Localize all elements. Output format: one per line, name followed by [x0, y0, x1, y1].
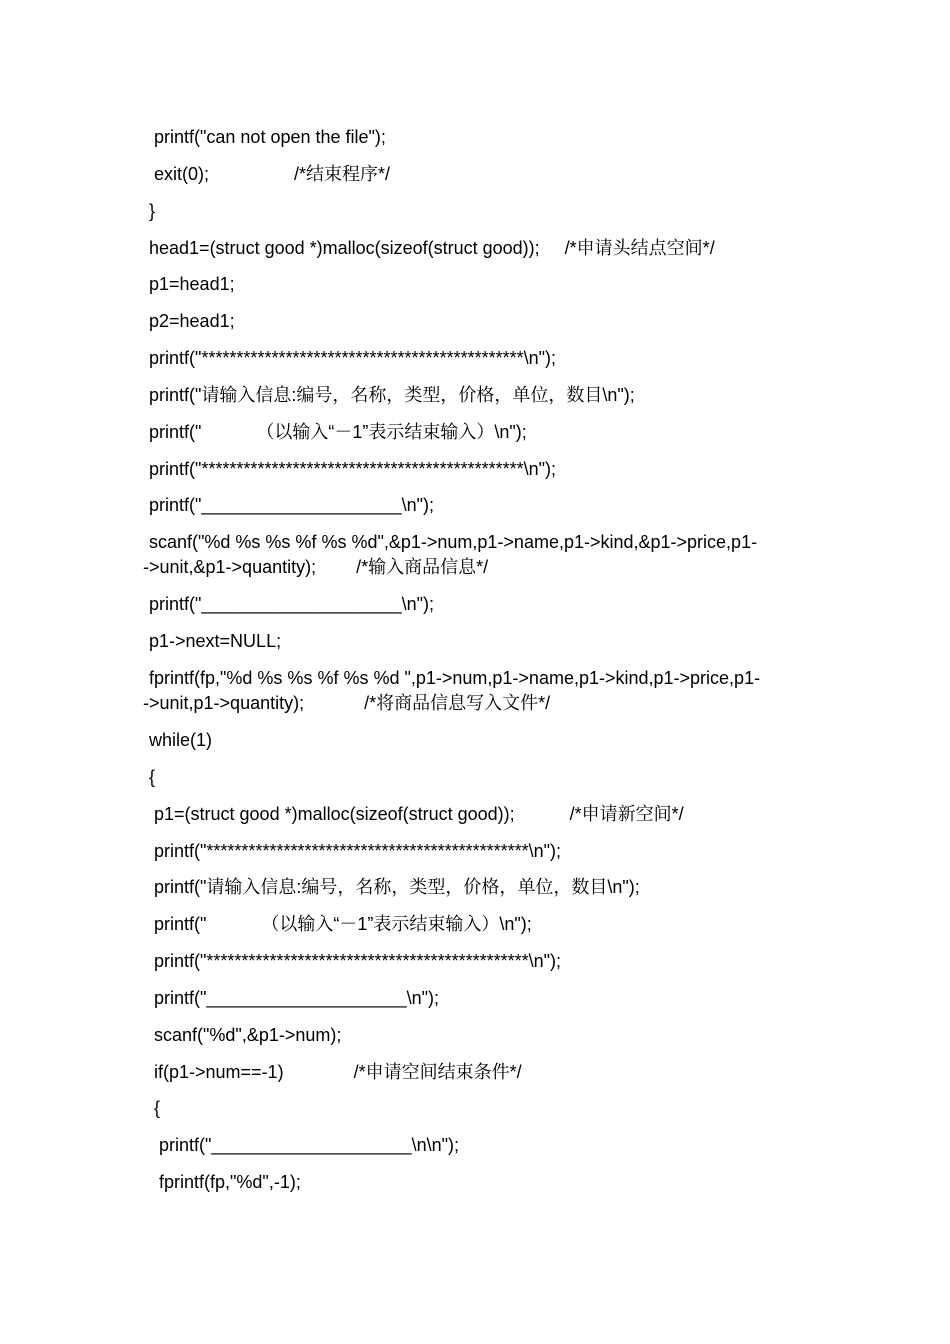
- code-line: printf("请输入信息:编号，名称，类型，价格，单位，数目\n");: [149, 385, 635, 405]
- code-line: printf("**********************************************\n");: [149, 841, 562, 861]
- code-line: printf("____________________\n\n");: [149, 1135, 460, 1155]
- code-line: p2=head1;: [149, 311, 235, 331]
- code-line: printf(" （以输入“－1”表示结束输入）\n");: [149, 422, 527, 442]
- code-line: scanf("%d %s %s %f %s %d",&p1->num,p1->name,p1->kind,&p1->price,p1-: [149, 532, 758, 552]
- code-line: printf("____________________\n");: [149, 495, 435, 515]
- code-line: scanf("%d",&p1->num);: [149, 1025, 342, 1045]
- code-line: fprintf(fp,"%d",-1);: [149, 1172, 301, 1192]
- code-line: printf("____________________\n");: [149, 988, 440, 1008]
- code-line: fprintf(fp,"%d %s %s %f %s %d ",p1->num,p1->name,p1->kind,p1->price,p1-: [149, 668, 761, 688]
- code-line: }: [149, 201, 156, 221]
- code-line: printf("**********************************************\n");: [149, 348, 557, 368]
- code-line: if(p1->num==-1) /*申请空间结束条件*/: [149, 1062, 522, 1082]
- code-line: printf(" （以输入“－1”表示结束输入）\n");: [149, 914, 532, 934]
- code-line: p1=head1;: [149, 274, 235, 294]
- code-line: printf("请输入信息:编号，名称，类型，价格，单位，数目\n");: [149, 877, 640, 897]
- code-line: printf("**********************************************\n");: [149, 459, 557, 479]
- code-line-continuation: ->unit,p1->quantity); /*将商品信息写入文件*/: [143, 693, 551, 713]
- code-line-continuation: ->unit,&p1->quantity); /*输入商品信息*/: [143, 557, 489, 577]
- code-line: head1=(struct good *)malloc(sizeof(struct good)); /*申请头结点空间*/: [149, 238, 715, 258]
- code-line: p1=(struct good *)malloc(sizeof(struct good)); /*申请新空间*/: [149, 804, 684, 824]
- code-line: {: [149, 1098, 161, 1118]
- code-line: while(1): [149, 730, 213, 750]
- code-line: printf("can not open the file");: [149, 127, 386, 147]
- code-line: {: [149, 767, 156, 787]
- code-line: exit(0); /*结束程序*/: [149, 164, 391, 184]
- code-line: printf("____________________\n");: [149, 594, 435, 614]
- code-line: printf("**********************************************\n");: [149, 951, 562, 971]
- code-line: p1->next=NULL;: [149, 631, 282, 651]
